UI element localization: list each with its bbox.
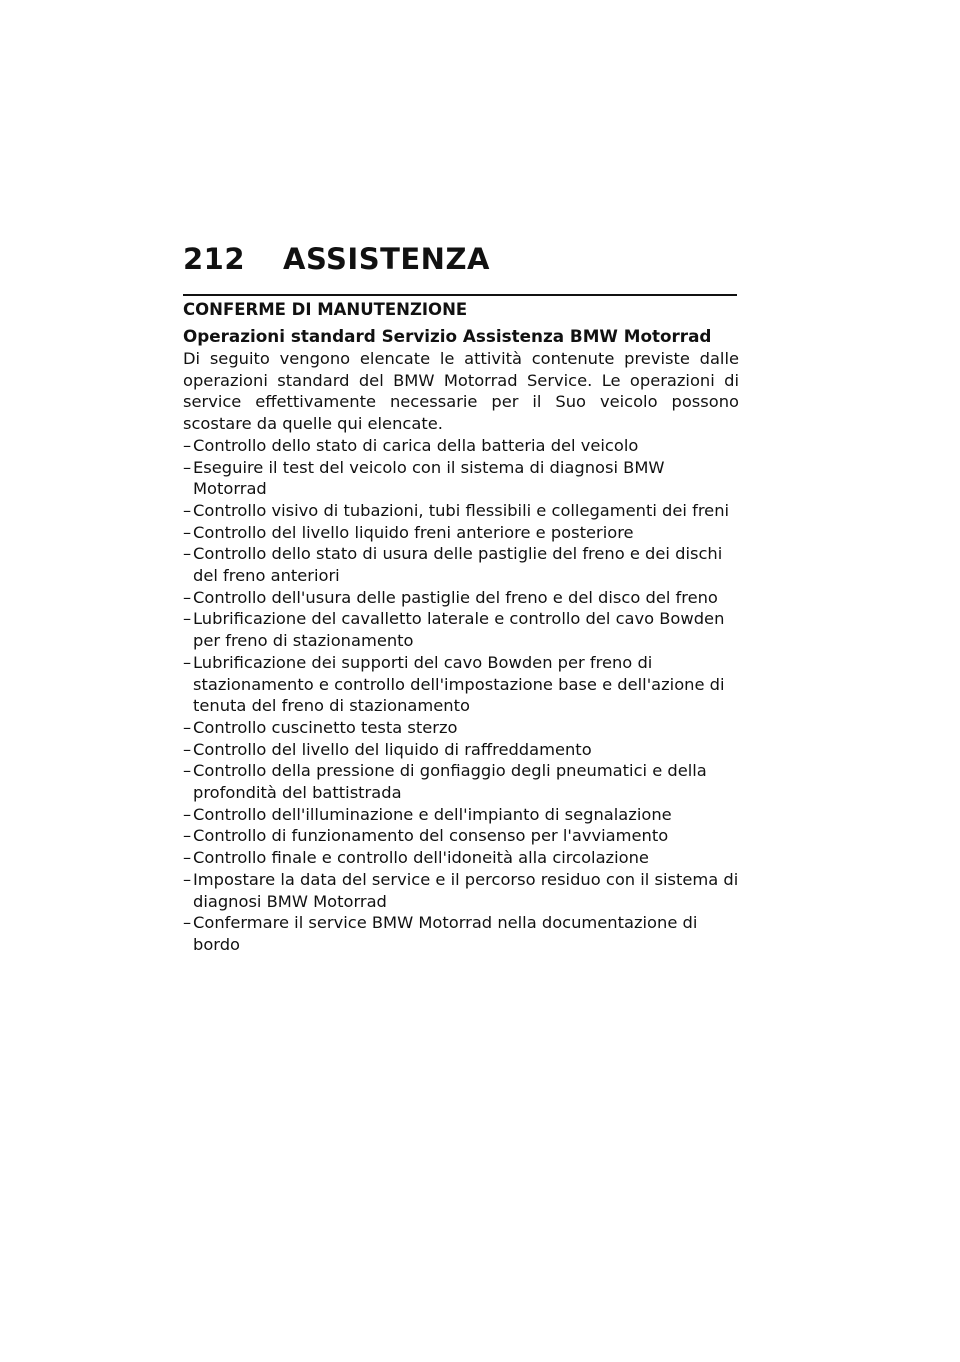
list-item xyxy=(183,912,739,955)
header-divider xyxy=(183,294,737,296)
list-item-text: – Controllo di funzionamento del consenso per l'avviamento xyxy=(193,826,669,846)
page-number: 212 xyxy=(183,242,246,276)
list-item xyxy=(183,717,739,739)
list-item xyxy=(183,825,739,847)
list-item-text: – Controllo dello stato di usura delle pastiglie del freno e dei dischi del freno anteriori xyxy=(193,544,723,586)
list-item-text: – Confermare il service BMW Motorrad nella documentazione di bordo xyxy=(193,913,698,954)
list-item-text: – Controllo cuscinetto testa sterzo xyxy=(193,717,458,737)
list-item xyxy=(183,652,739,717)
list-item-text: – Eseguire il test del veicolo con il sistema di diagnosi BMW Motorrad xyxy=(193,457,665,499)
list-item xyxy=(183,457,739,500)
list-item xyxy=(183,760,739,803)
list-item xyxy=(183,500,739,522)
list-item-text: – Impostare la data del service e il percorso residuo con il sistema di diagnosi BMW Motorrad xyxy=(193,869,739,911)
list-item xyxy=(183,804,739,826)
list-item-text: – Controllo della pressione di gonfiaggio degli pneumatici e della profondità del battistrada xyxy=(193,761,707,803)
list-item xyxy=(183,847,739,869)
list-item-text: – Controllo dell'usura delle pastiglie del freno e del disco del freno xyxy=(193,587,718,607)
intro-paragraph: Di seguito vengono elencate le attività contenute previste dalle operazioni standard del BMW Motorrad Service. Le operazioni di service effettivamente necessarie per il Suo veicolo possono scostare da quelle qui elencate. xyxy=(183,349,739,434)
list-item xyxy=(183,608,739,651)
list-item xyxy=(183,739,739,761)
list-item-text: – Lubrificazione dei supporti del cavo Bowden per freno di stazionamento e controllo dell'impostazione base e dell'azione di tenuta del freno di stazionamento xyxy=(193,652,725,716)
list-item-text: – Controllo dell'illuminazione e dell'impianto di segnalazione xyxy=(193,804,672,824)
section-content xyxy=(183,324,739,956)
list-item-text: – Controllo del livello del liquido di raffreddamento xyxy=(193,739,592,759)
maintenance-task-list xyxy=(183,435,739,956)
list-item xyxy=(183,587,739,609)
list-item xyxy=(183,543,739,586)
list-item-text: – Controllo dello stato di carica della batteria del veicolo xyxy=(193,435,639,455)
list-item xyxy=(183,522,739,544)
list-item-text: – Controllo del livello liquido freni anteriore e posteriore xyxy=(193,522,634,542)
list-item xyxy=(183,435,739,457)
list-item-text: – Controllo finale e controllo dell'idoneità alla circolazione xyxy=(193,848,649,868)
subsection-title: Operazioni standard Servizio Assistenza BMW Motorrad xyxy=(183,326,712,346)
page-header xyxy=(183,242,490,278)
chapter-title: ASSISTENZA xyxy=(283,242,490,276)
section-title: CONFERME DI MANUTENZIONE xyxy=(183,300,468,319)
list-item-text: – Lubrificazione del cavalletto laterale e controllo del cavo Bowden per freno di stazionamento xyxy=(193,609,725,651)
list-item-text: – Controllo visivo di tubazioni, tubi flessibili e collegamenti dei freni xyxy=(193,500,730,520)
list-item xyxy=(183,869,739,912)
